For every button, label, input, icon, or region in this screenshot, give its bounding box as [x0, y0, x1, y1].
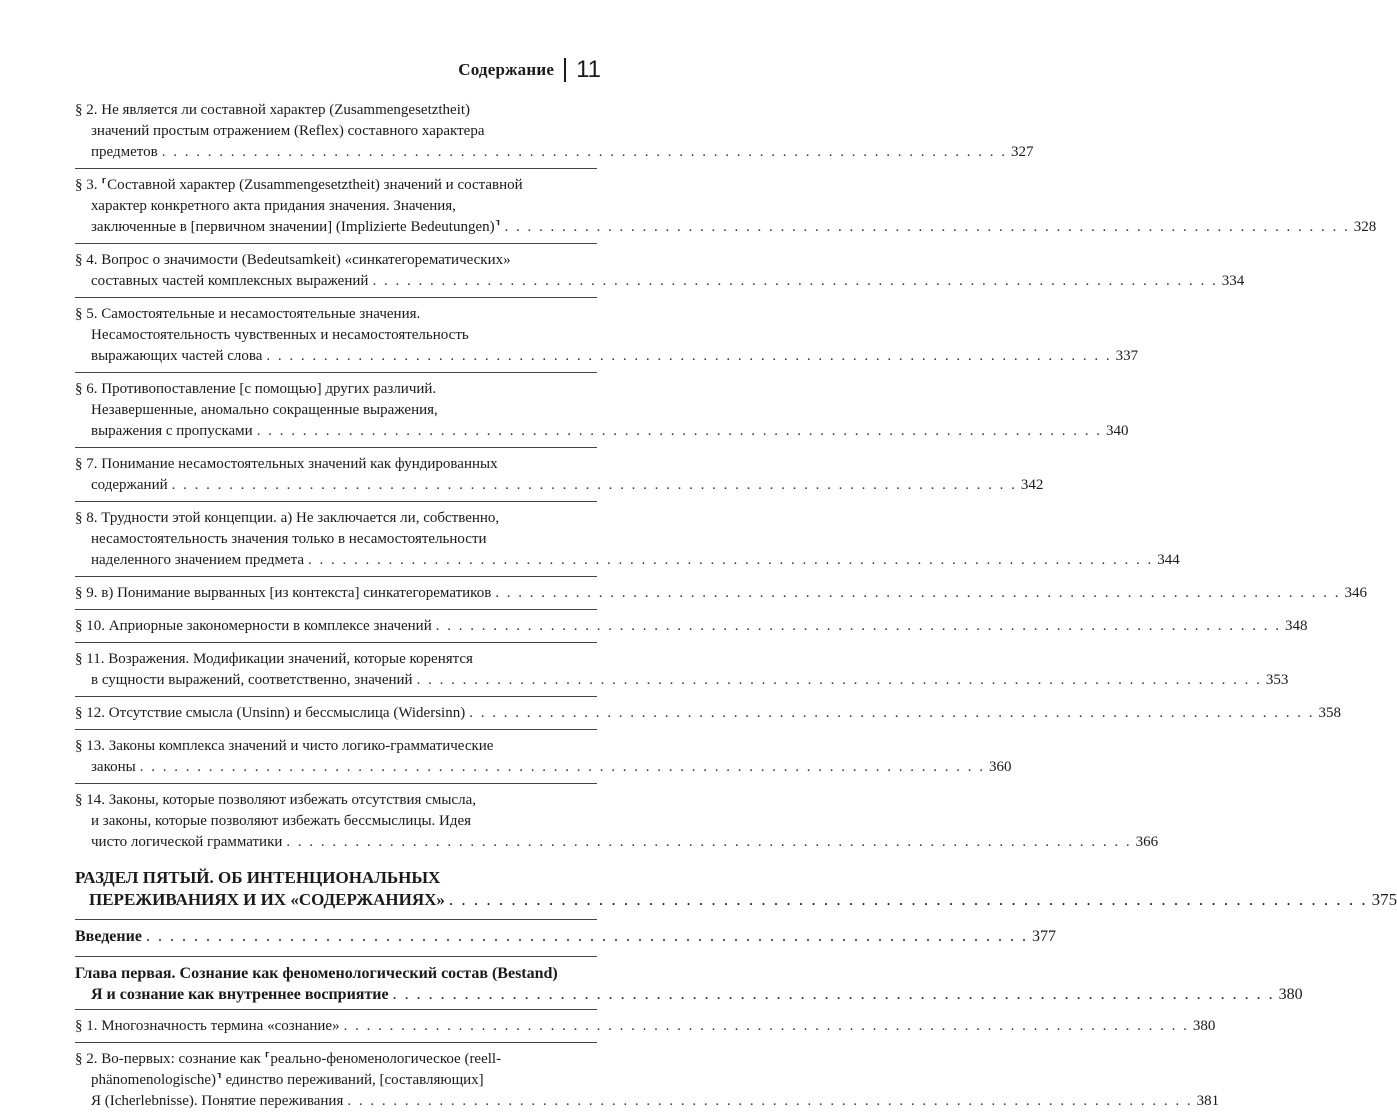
toc-entry-text: наделенного значением предмета [91, 552, 305, 568]
chapter-heading-last-line [75, 984, 1303, 1005]
toc-entry [75, 243, 1245, 292]
toc-entry-text: в сущности выражений, соответственно, значений [91, 672, 413, 688]
page-ref: 380 [1192, 1018, 1216, 1034]
toc-entry-text: заключенные в [первичном значении] (Implizierte Bedeutungen)⸣ [91, 219, 501, 235]
toc-entry [75, 696, 1341, 724]
toc-entry-line: § 2. Во-первых: сознание как ⸢реально-феноменологическое (reell- [75, 1051, 502, 1067]
toc-entry [75, 729, 1012, 778]
toc-entry-last-line [75, 670, 1289, 691]
leader-dots: . . . . . . . . . . . . . . . . . . . . . . . . . . . . . . . . . . . . . . . . . . . . . . . . . . . . . . . . . . . . . . . . . . . . . . . . . . [504, 219, 1350, 235]
toc-entry [75, 447, 1044, 496]
page-ref: 342 [1020, 477, 1044, 493]
introduction-entry [75, 919, 1056, 948]
toc-entries [75, 100, 1377, 853]
toc-entry-last-line [75, 832, 1159, 853]
toc-entry-line: phänomenologische)⸣ единство переживаний, [составляющих] [91, 1072, 484, 1088]
page-ref: 346 [1344, 585, 1368, 601]
toc-entry-last-line [75, 346, 1139, 367]
leader-dots: . . . . . . . . . . . . . . . . . . . . . . . . . . . . . . . . . . . . . . . . . . . . . . . . . . . . . . . . . . . . . . . . . . . . . . . . . . [343, 1018, 1189, 1034]
page-ref: 337 [1115, 348, 1139, 364]
toc-entry-line: § 4. Вопрос о значимости (Bedeutsamkeit) «синкатегорематических» [75, 252, 511, 268]
toc-entry-line: § 13. Законы комплекса значений и чисто логико-грамматические [75, 738, 494, 754]
page-ref: 344 [1157, 552, 1180, 568]
toc-entry [75, 501, 1180, 571]
toc-entry-line: § 8. Трудности этой концепции. а) Не заключается ли, собственно, [75, 510, 500, 526]
part-heading-last-line [75, 889, 1397, 911]
toc-entry-text: § 1. Многозначность термина «сознание» [75, 1018, 340, 1034]
toc-entry-line: § 5. Самостоятельные и несамостоятельные значения. [75, 306, 421, 322]
table-of-contents [75, 100, 1397, 1117]
toc-entry-line: значений простым отражением (Reflex) составного характера [91, 123, 485, 139]
leader-dots: . . . . . . . . . . . . . . . . . . . . . . . . . . . . . . . . . . . . . . . . . . . . . . . . . . . . . . . . . . . . . . . . . . . . . . . . . . [435, 618, 1281, 634]
leader-dots: . . . . . . . . . . . . . . . . . . . . . . . . . . . . . . . . . . . . . . . . . . . . . . . . . . . . . . . . . . . . . . . . . . . . . . . . . . [171, 477, 1017, 493]
page-ref: 358 [1318, 705, 1341, 721]
page-ref: 381 [1196, 1093, 1220, 1109]
leader-dots: . . . . . . . . . . . . . . . . . . . . . . . . . . . . . . . . . . . . . . . . . . . . . . . . . . . . . . . . . . . . . . . . . . . . . . . . . . [139, 759, 985, 775]
toc-entry-text: предметов [91, 144, 158, 160]
toc-entry [75, 642, 1289, 691]
toc-entry [75, 1042, 1220, 1112]
toc-entry-last-line [75, 475, 1044, 496]
toc-entry-line: несамостоятельность значения только в несамостоятельности [91, 531, 487, 547]
toc-entry-line: Несамостоятельность чувственных и несамостоятельность [91, 327, 469, 343]
leader-dots: . . . . . . . . . . . . . . . . . . . . . . . . . . . . . . . . . . . . . . . . . . . . . . . . . . . . . . . . . . . . . . . . . . . . . . . . . . [256, 423, 1102, 439]
leader-dots: . . . . . . . . . . . . . . . . . . . . . . . . . . . . . . . . . . . . . . . . . . . . . . . . . . . . . . . . . . . . . . . . . . . . . . . . . . [266, 348, 1112, 364]
running-header [458, 56, 601, 84]
toc-entry [75, 100, 1034, 163]
toc-entry-last-line [75, 421, 1129, 442]
leader-dots: . . . . . . . . . . . . . . . . . . . . . . . . . . . . . . . . . . . . . . . . . . . . . . . . . . . . . . . . . . . . . . . . . . . . . . . . . . [416, 672, 1262, 688]
toc-entry-line: § 14. Законы, которые позволяют избежать отсутствия смысла, [75, 792, 476, 808]
page-ref: 340 [1105, 423, 1129, 439]
page-ref: 328 [1353, 219, 1377, 235]
chapter-heading-text: Я и сознание как внутреннее восприятие [91, 986, 389, 1003]
toc-entry-text: § 9. в) Понимание вырванных [из контекста] синкатегорематиков [75, 585, 492, 601]
page-ref: 360 [988, 759, 1012, 775]
leader-dots: . . . . . . . . . . . . . . . . . . . . . . . . . . . . . . . . . . . . . . . . . . . . . . . . . . . . . . . . . . . . . . . . . . . . . . . . . . [495, 585, 1341, 601]
toc-entry [75, 1009, 1216, 1037]
page-ref: 348 [1284, 618, 1308, 634]
toc-entry-last-line [75, 757, 1012, 778]
chapter-heading [75, 956, 1303, 1005]
toc-entry-text: выражения с пропусками [91, 423, 253, 439]
chapter-entries [75, 1009, 1220, 1112]
header-separator [564, 58, 566, 82]
toc-entry-line: и законы, которые позволяют избежать бессмыслицы. Идея [91, 813, 472, 829]
leader-dots: . . . . . . . . . . . . . . . . . . . . . . . . . . . . . . . . . . . . . . . . . . . . . . . . . . . . . . . . . . . . . . . . . . . . . . . . . . [308, 552, 1154, 568]
toc-entry-text: Я (Icherlebnisse). Понятие переживания [91, 1093, 344, 1109]
toc-entry-last-line [75, 703, 1341, 724]
toc-entry-last-line [75, 550, 1180, 571]
toc-entry-last-line [75, 142, 1034, 163]
part-heading-line: РАЗДЕЛ ПЯТЫЙ. ОБ ИНТЕНЦИОНАЛЬНЫХ [75, 868, 441, 887]
toc-entry [75, 783, 1159, 853]
toc-entry-text: выражающих частей слова [91, 348, 263, 364]
page-ref: 380 [1278, 986, 1303, 1003]
toc-entry-last-line [75, 616, 1308, 637]
leader-dots: . . . . . . . . . . . . . . . . . . . . . . . . . . . . . . . . . . . . . . . . . . . . . . . . . . . . . . . . . . . . . . . . . . . . . . . . . . [286, 834, 1132, 850]
leader-dots: . . . . . . . . . . . . . . . . . . . . . . . . . . . . . . . . . . . . . . . . . . . . . . . . . . . . . . . . . . . . . . . . . . . . . . . . . . [392, 986, 1275, 1003]
toc-entry-last-line [75, 1091, 1220, 1112]
toc-entry-last-line [75, 271, 1245, 292]
toc-entry-text: содержаний [91, 477, 168, 493]
toc-entry-line: § 7. Понимание несамостоятельных значений как фундированных [75, 456, 498, 472]
toc-entry-text: составных частей комплексных выражений [91, 273, 369, 289]
toc-entry-line: § 2. Не является ли составной характер (Zusammengesetztheit) [75, 102, 471, 118]
toc-entry [75, 576, 1368, 604]
leader-dots: . . . . . . . . . . . . . . . . . . . . . . . . . . . . . . . . . . . . . . . . . . . . . . . . . . . . . . . . . . . . . . . . . . . . . . . . . . [145, 928, 1028, 945]
leader-dots: . . . . . . . . . . . . . . . . . . . . . . . . . . . . . . . . . . . . . . . . . . . . . . . . . . . . . . . . . . . . . . . . . . . . . . . . . . [469, 705, 1315, 721]
toc-entry-line: характер конкретного акта придания значения. Значения, [91, 198, 456, 214]
part-heading [75, 867, 1397, 911]
toc-entry-text: § 12. Отсутствие смысла (Unsinn) и бессмыслица (Widersinn) [75, 705, 466, 721]
toc-entry-line: Незавершенные, аномально сокращенные выражения, [91, 402, 438, 418]
toc-entry-line: § 6. Противопоставление [с помощью] других различий. [75, 381, 437, 397]
leader-dots: . . . . . . . . . . . . . . . . . . . . . . . . . . . . . . . . . . . . . . . . . . . . . . . . . . . . . . . . . . . . . . . . . . . . . . . . . . [448, 890, 1368, 909]
toc-entry [75, 297, 1139, 367]
page-number: 11 [576, 56, 601, 83]
chapter-heading-line: Глава первая. Сознание как феноменологический состав (Bestand) [75, 965, 558, 982]
page-ref: 327 [1010, 144, 1034, 160]
toc-entry-line: § 3. ⸢Составной характер (Zusammengesetztheit) значений и составной [75, 177, 523, 193]
toc-entry-text: чисто логической грамматики [91, 834, 283, 850]
page-ref: 334 [1221, 273, 1245, 289]
page-ref: 353 [1265, 672, 1289, 688]
toc-entry-text: законы [91, 759, 136, 775]
toc-entry [75, 372, 1129, 442]
part-heading-text: ПЕРЕЖИВАНИЯХ И ИХ «СОДЕРЖАНИЯХ» [89, 890, 445, 909]
introduction-line [75, 926, 1056, 948]
toc-entry-last-line [75, 1016, 1216, 1037]
toc-entry-last-line [75, 583, 1368, 604]
leader-dots: . . . . . . . . . . . . . . . . . . . . . . . . . . . . . . . . . . . . . . . . . . . . . . . . . . . . . . . . . . . . . . . . . . . . . . . . . . [161, 144, 1007, 160]
introduction-title: Введение [75, 928, 142, 945]
leader-dots: . . . . . . . . . . . . . . . . . . . . . . . . . . . . . . . . . . . . . . . . . . . . . . . . . . . . . . . . . . . . . . . . . . . . . . . . . . [347, 1093, 1193, 1109]
toc-entry-last-line [75, 217, 1377, 238]
page-ref: 377 [1031, 928, 1056, 945]
page-ref: 375 [1371, 890, 1397, 909]
toc-entry-text: § 10. Априорные закономерности в комплексе значений [75, 618, 432, 634]
toc-entry-line: § 11. Возражения. Модификации значений, которые коренятся [75, 651, 473, 667]
page-ref: 366 [1135, 834, 1159, 850]
toc-entry [75, 609, 1308, 637]
header-title: Содержание [458, 60, 555, 79]
toc-entry [75, 168, 1377, 238]
leader-dots: . . . . . . . . . . . . . . . . . . . . . . . . . . . . . . . . . . . . . . . . . . . . . . . . . . . . . . . . . . . . . . . . . . . . . . . . . . [372, 273, 1218, 289]
